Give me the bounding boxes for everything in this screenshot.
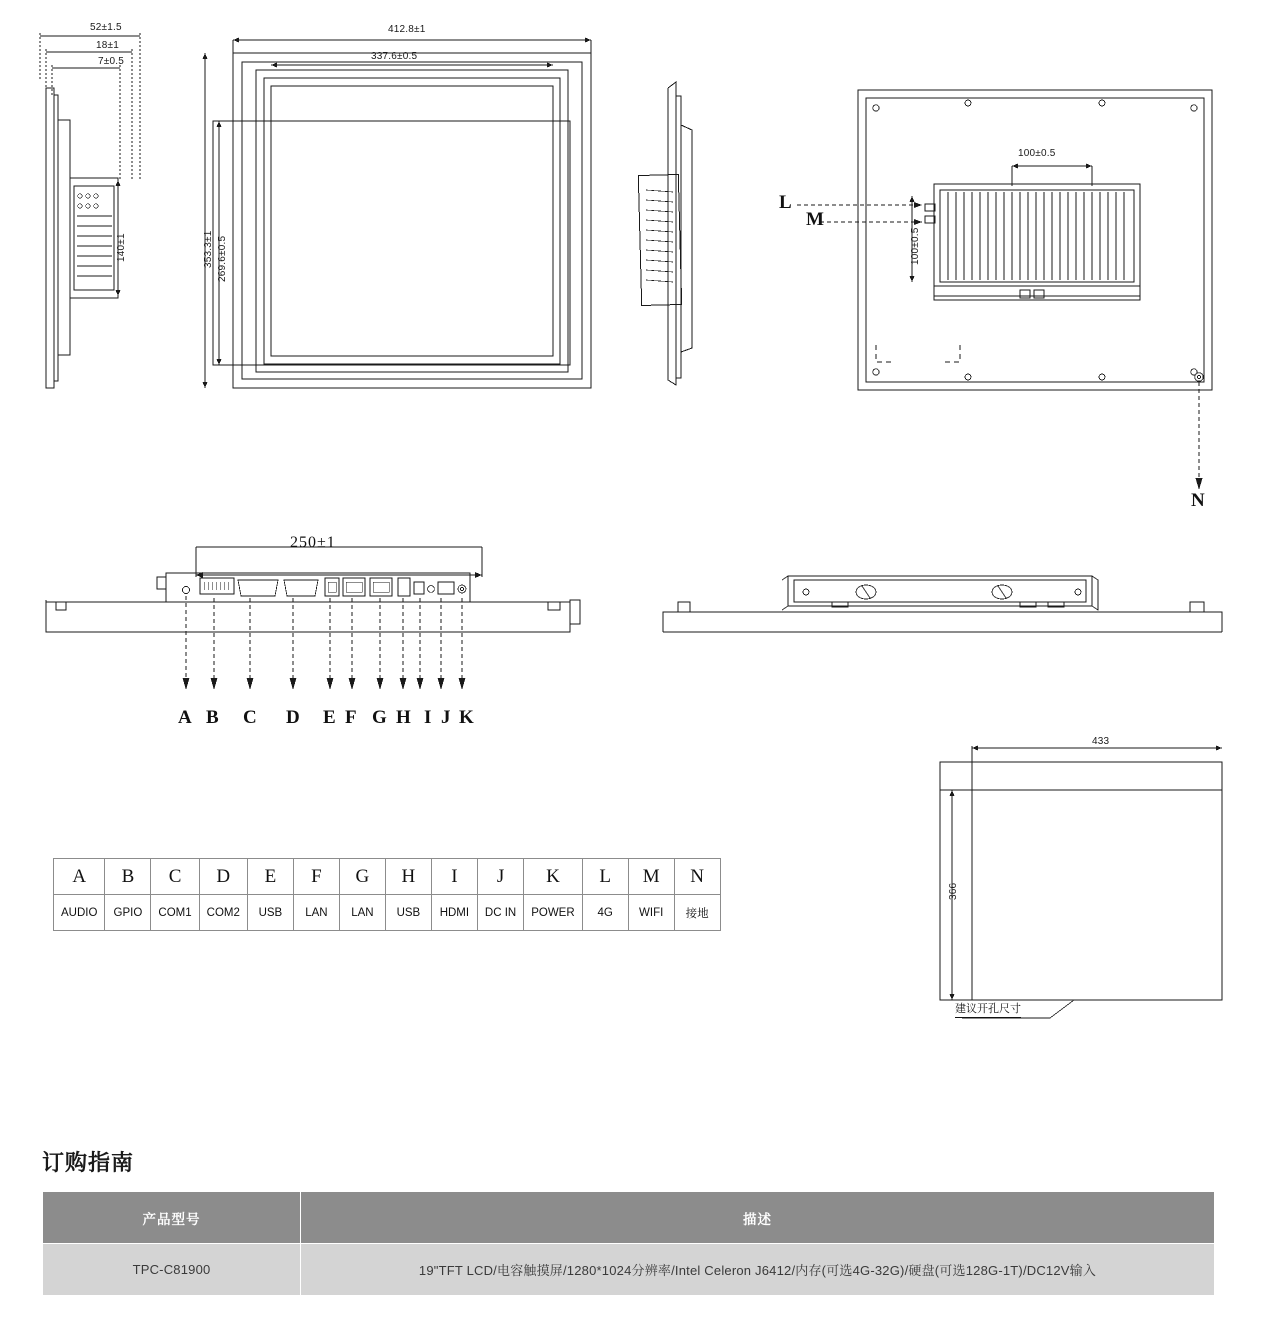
dim-overall-width: 412.8±1 <box>388 24 426 35</box>
cutout-drawing <box>900 730 1280 1030</box>
ordering-header-description: 描述 <box>301 1192 1215 1244</box>
port-cell-letter-a: A <box>54 859 105 895</box>
port-cell-letter-n: N <box>674 859 720 895</box>
port-callout-j: J <box>441 707 451 728</box>
port-cell-name-j: DC IN <box>477 895 523 931</box>
port-callout-g: G <box>372 707 387 728</box>
callout-n-label: N <box>1191 490 1205 511</box>
table-row <box>43 1244 1215 1296</box>
dim-cutout-width: 433 <box>1092 736 1110 747</box>
ordering-guide-title: 订购指南 <box>42 1150 135 1175</box>
ordering-header-model: 产品型号 <box>43 1192 301 1244</box>
table-row-names <box>54 895 721 931</box>
ordering-cell-model: TPC-C81900 <box>43 1244 301 1296</box>
port-cell-name-n: 接地 <box>674 895 720 931</box>
dim-depth-total: 52±1.5 <box>90 22 122 33</box>
dim-heatsink-width: 100±0.5 <box>1018 148 1056 159</box>
port-cell-name-h: USB <box>385 895 431 931</box>
ordering-cell-description: 19"TFT LCD/电容触摸屏/1280*1024分辨率/Intel Celeron J6412/内存(可选4G-32G)/硬盘(可选128G-1T)/DC12V输入 <box>301 1244 1215 1296</box>
port-cell-letter-b: B <box>105 859 151 895</box>
dim-screen-height: 269.6±0.5 <box>217 235 228 282</box>
dim-cutout-height: 366 <box>948 882 959 900</box>
dim-screen-width: 337.6±0.5 <box>371 51 418 62</box>
port-cell-name-m: WIFI <box>628 895 674 931</box>
callout-m-label: M <box>806 209 824 230</box>
port-callout-c: C <box>243 707 257 728</box>
callout-l-label: L <box>779 192 792 213</box>
dim-depth-mid: 18±1 <box>96 40 119 51</box>
port-callout-a: A <box>178 707 192 728</box>
port-callout-b: B <box>206 707 219 728</box>
port-cell-name-a: AUDIO <box>54 895 105 931</box>
cutout-note-label: 建议开孔尺寸 <box>955 1000 1021 1018</box>
port-cell-letter-i: I <box>431 859 477 895</box>
port-legend-table <box>53 858 721 931</box>
port-cell-name-d: COM2 <box>199 895 247 931</box>
port-cell-name-c: COM1 <box>151 895 199 931</box>
port-cell-name-k: POWER <box>524 895 582 931</box>
port-cell-letter-m: M <box>628 859 674 895</box>
port-cell-letter-k: K <box>524 859 582 895</box>
port-cell-letter-c: C <box>151 859 199 895</box>
port-cell-name-g: LAN <box>339 895 385 931</box>
port-cell-name-e: USB <box>247 895 293 931</box>
port-cell-letter-l: L <box>582 859 628 895</box>
ordering-guide-table <box>42 1191 1215 1296</box>
port-cell-name-b: GPIO <box>105 895 151 931</box>
port-cell-name-i: HDMI <box>431 895 477 931</box>
dim-overall-height: 353.3±1 <box>203 230 214 268</box>
port-callout-k: K <box>459 707 474 728</box>
port-cell-letter-d: D <box>199 859 247 895</box>
port-cell-letter-e: E <box>247 859 293 895</box>
port-callout-i: I <box>424 707 432 728</box>
dim-heatsink-height: 100±0.5 <box>910 227 921 265</box>
ordering-table-header-row <box>43 1192 1215 1244</box>
port-cell-name-f: LAN <box>293 895 339 931</box>
port-cell-letter-f: F <box>293 859 339 895</box>
port-callout-e: E <box>323 707 336 728</box>
port-callout-d: D <box>286 707 300 728</box>
port-cell-letter-g: G <box>339 859 385 895</box>
table-row-letters <box>54 859 721 895</box>
port-callout-h: H <box>396 707 411 728</box>
port-cell-letter-j: J <box>477 859 523 895</box>
dim-io-width: 250±1 <box>290 534 336 551</box>
dim-board-height: 140±1 <box>116 233 127 262</box>
port-callout-f: F <box>345 707 357 728</box>
top-views-drawing <box>0 0 1280 520</box>
port-cell-name-l: 4G <box>582 895 628 931</box>
dim-depth-front: 7±0.5 <box>98 56 124 67</box>
port-cell-letter-h: H <box>385 859 431 895</box>
